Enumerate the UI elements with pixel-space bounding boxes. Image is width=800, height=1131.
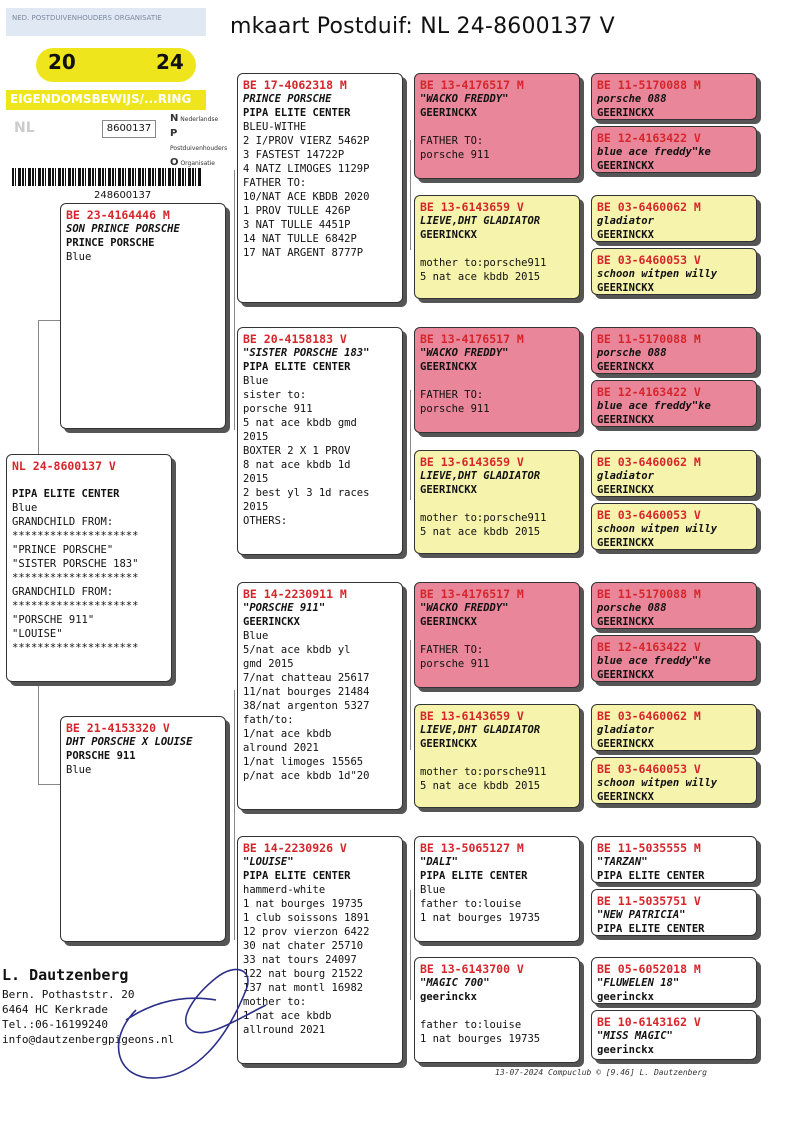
breeder-name: L. Dautzenberg — [2, 966, 129, 984]
gen3-card-lieve — [414, 704, 580, 808]
gen4-ring: BE 11-5170088 M — [597, 587, 701, 601]
gen4-owner: GEERINCKX — [597, 282, 654, 294]
connector-line — [410, 390, 411, 500]
mf-line: 1/nat limoges 15565 — [243, 756, 364, 768]
ff-line: 17 NAT ARGENT 8777P — [243, 247, 364, 259]
gen3-card-wacko — [414, 582, 580, 688]
gen4-ring: BE 03-6460062 M — [597, 709, 701, 723]
mother-card — [60, 716, 226, 942]
gen4-card — [591, 889, 757, 936]
gen4-ring: BE 11-5170088 M — [597, 78, 701, 92]
gen3-ring: BE 13-5065127 M — [420, 841, 524, 855]
gen4-owner: GEERINCKX — [597, 414, 654, 426]
subject-ring: NL 24-8600137 V — [12, 459, 116, 473]
gen3-name: "MAGIC 700" — [420, 977, 490, 989]
sticker-header-text: NED. POSTDUIVENHOUDERS ORGANISATIE — [12, 14, 162, 22]
connector-line — [38, 684, 39, 784]
sticker-org-initial-1: N — [170, 113, 179, 124]
gen4-name: porsche 088 — [597, 93, 667, 105]
mm-line: 12 prov vierzon 6422 — [243, 926, 370, 938]
connector-line — [38, 784, 60, 785]
gen3-name: "DALI" — [420, 856, 458, 868]
gen4-card — [591, 248, 757, 295]
gen3-ring: BE 13-6143700 V — [420, 962, 524, 976]
mf-line: 5/nat ace kbdb yl — [243, 644, 351, 656]
sticker-org — [170, 112, 227, 171]
mother-ring: BE 21-4153320 V — [66, 721, 170, 735]
mf-ring: BE 14-2230911 M — [243, 587, 347, 601]
gen4-name: porsche 088 — [597, 602, 667, 614]
gen4-owner: GEERINCKX — [597, 616, 654, 628]
mf-line: 1/nat ace kbdb — [243, 728, 332, 740]
mm-line: 1 club soissons 1891 — [243, 912, 370, 924]
gen3-name: LIEVE,DHT GLADIATOR — [420, 724, 541, 736]
gen3-ring: BE 13-4176517 M — [420, 587, 524, 601]
gen4-ring: BE 12-4163422 V — [597, 131, 701, 145]
subject-line — [12, 473, 166, 487]
connector-line — [410, 890, 411, 1000]
gen3-spacer — [420, 242, 574, 256]
ff-line: FATHER TO: — [243, 177, 307, 189]
gen4-owner: GEERINCKX — [597, 738, 654, 750]
gen3-owner: GEERINCKX — [420, 361, 477, 373]
gen4-ring: BE 10-6143162 V — [597, 1015, 701, 1029]
father-owner: PRINCE PORSCHE — [66, 237, 155, 249]
gen4-ring: BE 11-5170088 M — [597, 332, 701, 346]
gen3-ring: BE 13-6143659 V — [420, 200, 524, 214]
sticker-org-line-3: Organisatie — [180, 160, 215, 167]
fm-owner: PIPA ELITE CENTER — [243, 361, 351, 373]
gen4-owner: GEERINCKX — [597, 537, 654, 549]
gen4-card — [591, 126, 757, 173]
subject-line: Blue — [12, 502, 38, 514]
gen4-name: "NEW PATRICIA" — [597, 909, 686, 921]
gen3-line: FATHER TO: — [420, 644, 484, 656]
gen3-name: "WACKO FREDDY" — [420, 602, 509, 614]
gen4-card — [591, 957, 757, 1004]
father-line: Blue — [66, 251, 92, 263]
connector-line — [38, 320, 60, 321]
gen3-owner: GEERINCKX — [420, 484, 477, 496]
gen4-card — [591, 450, 757, 497]
gen3-line: 5 nat ace kbdb 2015 — [420, 780, 541, 792]
gen3-line: FATHER TO: — [420, 135, 484, 147]
gen4-ring: BE 03-6460062 M — [597, 200, 701, 214]
gen4-name: schoon witpen willy — [597, 523, 718, 535]
gen3-owner: GEERINCKX — [420, 107, 477, 119]
gen4-card — [591, 503, 757, 550]
subject-line: "SISTER PORSCHE 183" — [12, 558, 139, 570]
sticker-banner — [6, 90, 206, 110]
gen3-spacer — [420, 374, 574, 388]
gen4-owner: PIPA ELITE CENTER — [597, 923, 705, 935]
subject-line: "LOUISE" — [12, 628, 63, 640]
ff-line: 10/NAT ACE KBDB 2020 — [243, 191, 370, 203]
mf-name: "PORSCHE 911" — [243, 602, 326, 614]
subject-line: ******************** — [12, 530, 139, 542]
mf-line: gmd 2015 — [243, 658, 294, 670]
subject-line: "PRINCE PORSCHE" — [12, 544, 114, 556]
connector-line — [38, 320, 39, 460]
subject-line: ******************** — [12, 572, 139, 584]
fm-line: 2015 — [243, 501, 269, 513]
gen4-name: schoon witpen willy — [597, 777, 718, 789]
connector-line — [410, 640, 411, 750]
sticker-header — [6, 8, 206, 36]
gen4-ring: BE 03-6460062 M — [597, 455, 701, 469]
breeder-street: Bern. Pothaststr. 20 — [2, 988, 135, 1001]
mf-line: 11/nat bourges 21484 — [243, 686, 370, 698]
gen3-line: FATHER TO: — [420, 389, 484, 401]
gen4-card — [591, 635, 757, 682]
gen3-line: 5 nat ace kbdb 2015 — [420, 526, 541, 538]
gen3-owner: GEERINCKX — [420, 616, 477, 628]
ownership-sticker — [6, 8, 228, 201]
gen4-card — [591, 582, 757, 629]
gen3-line: porsche 911 — [420, 403, 490, 415]
gen4-owner: GEERINCKX — [597, 229, 654, 241]
gen4-card — [591, 704, 757, 751]
father-ring: BE 23-4164446 M — [66, 208, 170, 222]
barcode — [12, 168, 202, 186]
gen3-line: 1 nat bourges 19735 — [420, 1033, 541, 1045]
ff-line: 3 FASTEST 14722P — [243, 149, 345, 161]
ff-ring: BE 17-4062318 M — [243, 78, 347, 92]
mm-line: 122 nat bourg 21522 — [243, 968, 364, 980]
gen4-card — [591, 1010, 757, 1060]
sticker-year-right: 24 — [156, 50, 184, 74]
fm-line: 2 best yl 3 1d races — [243, 487, 370, 499]
father-card — [60, 203, 226, 429]
gen4-name: gladiator — [597, 724, 654, 736]
subject-card — [6, 454, 172, 682]
gen3-spacer — [420, 629, 574, 643]
gen4-ring: BE 03-6460053 V — [597, 253, 701, 267]
gen3-line: mother to:porsche911 — [420, 512, 547, 524]
mf-line: Blue — [243, 630, 269, 642]
subject-line: ******************** — [12, 600, 139, 612]
mm-line: 33 nat tours 24097 — [243, 954, 357, 966]
fm-line: 5 nat ace kbdb gmd — [243, 417, 357, 429]
gen4-ring: BE 11-5035751 V — [597, 894, 701, 908]
ff-line: BLEU-WITHE — [243, 121, 307, 133]
gen4-name: blue ace freddy"ke — [597, 400, 711, 412]
gen4-name: schoon witpen willy — [597, 268, 718, 280]
ff-line: 3 NAT TULLE 4451P — [243, 219, 351, 231]
mm-line: mother to: — [243, 996, 307, 1008]
gen3-card-dali — [414, 836, 580, 942]
gen3-spacer — [420, 120, 574, 134]
gen4-owner: GEERINCKX — [597, 361, 654, 373]
fm-line: 8 nat ace kbdb 1d — [243, 459, 351, 471]
fm-line: OTHERS: — [243, 515, 288, 527]
fm-line: porsche 911 — [243, 403, 313, 415]
gen3-ring: BE 13-4176517 M — [420, 78, 524, 92]
gen4-card — [591, 195, 757, 242]
gen3-spacer — [420, 497, 574, 511]
fm-name: "SISTER PORSCHE 183" — [243, 347, 370, 359]
breeder-city: 6464 HC Kerkrade — [2, 1003, 108, 1016]
gen4-ring: BE 03-6460053 V — [597, 762, 701, 776]
gen4-name: porsche 088 — [597, 347, 667, 359]
sticker-country: NL — [14, 120, 35, 136]
gen4-ring: BE 05-6052018 M — [597, 962, 701, 976]
subject-line: "PORSCHE 911" — [12, 614, 95, 626]
breeder-email: info@dautzenbergpigeons.nl — [2, 1033, 175, 1046]
gen3-ring: BE 13-6143659 V — [420, 709, 524, 723]
ff-line: 4 NATZ LIMOGES 1129P — [243, 163, 370, 175]
connector-line — [410, 140, 411, 250]
ff-card — [237, 73, 403, 303]
mm-line: 30 nat chater 25710 — [243, 940, 364, 952]
gen4-owner: GEERINCKX — [597, 669, 654, 681]
print-footer: 13-07-2024 Compuclub © [9.46] L. Dautzenberg — [495, 1068, 707, 1077]
ff-line: 1 PROV TULLE 426P — [243, 205, 351, 217]
fm-line: 2015 — [243, 431, 269, 443]
gen4-card — [591, 757, 757, 804]
mf-line: alround 2021 — [243, 742, 319, 754]
page-title: mkaart Postduif: NL 24-8600137 V — [230, 14, 615, 39]
gen4-owner: geerinckx — [597, 991, 654, 1003]
subject-line: ******************** — [12, 642, 139, 654]
fm-line: Blue — [243, 375, 269, 387]
gen4-card — [591, 327, 757, 374]
gen3-owner: GEERINCKX — [420, 229, 477, 241]
gen4-card — [591, 73, 757, 120]
gen3-name: "WACKO FREDDY" — [420, 347, 509, 359]
connector-line — [234, 170, 235, 430]
gen3-spacer — [420, 1004, 574, 1018]
mf-line: 38/nat argenton 5327 — [243, 700, 370, 712]
gen3-line: 5 nat ace kbdb 2015 — [420, 271, 541, 283]
father-name: SON PRINCE PORSCHE — [66, 223, 180, 235]
mm-owner: PIPA ELITE CENTER — [243, 870, 351, 882]
gen3-name: LIEVE,DHT GLADIATOR — [420, 215, 541, 227]
gen3-line: porsche 911 — [420, 149, 490, 161]
gen4-card — [591, 380, 757, 427]
gen3-line: father to:louise — [420, 1019, 522, 1031]
signature — [96, 950, 276, 1090]
gen4-owner: PIPA ELITE CENTER — [597, 870, 705, 882]
gen4-owner: GEERINCKX — [597, 107, 654, 119]
sticker-banner-text: EIGENDOMSBEWIJS/...RING — [10, 92, 192, 106]
gen3-name: "WACKO FREDDY" — [420, 93, 509, 105]
gen4-ring: BE 11-5035555 M — [597, 841, 701, 855]
mm-line: 1 nat bourges 19735 — [243, 898, 364, 910]
mf-card — [237, 582, 403, 810]
mm-line: 1 nat ace kbdb — [243, 1010, 332, 1022]
sticker-year-left: 20 — [48, 50, 76, 74]
gen3-line: 1 nat bourges 19735 — [420, 912, 541, 924]
ff-line: 14 NAT TULLE 6842P — [243, 233, 357, 245]
barcode-number: 248600137 — [94, 190, 152, 201]
fm-card — [237, 327, 403, 555]
mm-ring: BE 14-2230926 V — [243, 841, 347, 855]
gen4-card — [591, 836, 757, 883]
gen3-ring: BE 13-4176517 M — [420, 332, 524, 346]
gen3-card-wacko — [414, 73, 580, 179]
gen3-owner: PIPA ELITE CENTER — [420, 870, 528, 882]
gen4-ring: BE 12-4163422 V — [597, 385, 701, 399]
gen3-line: mother to:porsche911 — [420, 766, 547, 778]
gen3-ring: BE 13-6143659 V — [420, 455, 524, 469]
gen3-spacer — [420, 751, 574, 765]
gen3-line: Blue — [420, 884, 446, 896]
gen3-card-wacko — [414, 327, 580, 433]
gen4-ring: BE 03-6460053 V — [597, 508, 701, 522]
gen4-name: "TARZAN" — [597, 856, 648, 868]
mother-name: DHT PORSCHE X LOUISE — [66, 736, 193, 748]
sticker-ring-number: 8600137 — [102, 120, 156, 138]
gen4-name: blue ace freddy"ke — [597, 146, 711, 158]
subject-line: GRANDCHILD FROM: — [12, 586, 114, 598]
mm-line: allround 2021 — [243, 1024, 326, 1036]
connector-line — [234, 690, 235, 940]
mother-line: Blue — [66, 764, 92, 776]
mf-owner: GEERINCKX — [243, 616, 300, 628]
gen3-line: father to:louise — [420, 898, 522, 910]
ff-name: PRINCE PORSCHE — [243, 93, 332, 105]
gen4-ring: BE 12-4163422 V — [597, 640, 701, 654]
sticker-org-initial-2: P — [170, 128, 178, 139]
fm-ring: BE 20-4158183 V — [243, 332, 347, 346]
sticker-org-line-2: Postduivenhouders — [170, 145, 228, 152]
gen3-card-magic — [414, 957, 580, 1063]
gen3-line: porsche 911 — [420, 658, 490, 670]
gen3-name: LIEVE,DHT GLADIATOR — [420, 470, 541, 482]
subject-owner: PIPA ELITE CENTER — [12, 488, 120, 500]
gen4-name: blue ace freddy"ke — [597, 655, 711, 667]
mm-line: 137 nat montl 16982 — [243, 982, 364, 994]
gen4-owner: GEERINCKX — [597, 484, 654, 496]
gen3-owner: GEERINCKX — [420, 738, 477, 750]
gen4-owner: GEERINCKX — [597, 160, 654, 172]
mf-line: fath/to: — [243, 714, 294, 726]
gen3-card-lieve — [414, 195, 580, 299]
gen3-owner: geerinckx — [420, 991, 477, 1003]
fm-line: BOXTER 2 X 1 PROV — [243, 445, 351, 457]
mm-line: hammerd-white — [243, 884, 326, 896]
gen4-owner: geerinckx — [597, 1044, 654, 1056]
fm-line: 2015 — [243, 473, 269, 485]
mf-line: 7/nat chatteau 25617 — [243, 672, 370, 684]
ff-line: 2 I/PROV VIERZ 5462P — [243, 135, 370, 147]
breeder-phone: Tel.:06-16199240 — [2, 1018, 108, 1031]
sticker-org-line-1: Nederlandse — [180, 116, 219, 123]
subject-line: GRANDCHILD FROM: — [12, 516, 114, 528]
mf-line: p/nat ace kbdb 1d"20 — [243, 770, 370, 782]
gen4-owner: GEERINCKX — [597, 791, 654, 803]
ff-owner: PIPA ELITE CENTER — [243, 107, 351, 119]
sticker-org-initial-3: O — [170, 157, 179, 168]
gen3-line: mother to:porsche911 — [420, 257, 547, 269]
mother-owner: PORSCHE 911 — [66, 750, 136, 762]
gen3-card-lieve — [414, 450, 580, 554]
mm-name: "LOUISE" — [243, 856, 294, 868]
fm-line: sister to: — [243, 389, 307, 401]
gen4-name: "MISS MAGIC" — [597, 1030, 673, 1042]
gen4-name: gladiator — [597, 215, 654, 227]
gen4-name: "FLUWELEN 18" — [597, 977, 680, 989]
gen4-name: gladiator — [597, 470, 654, 482]
